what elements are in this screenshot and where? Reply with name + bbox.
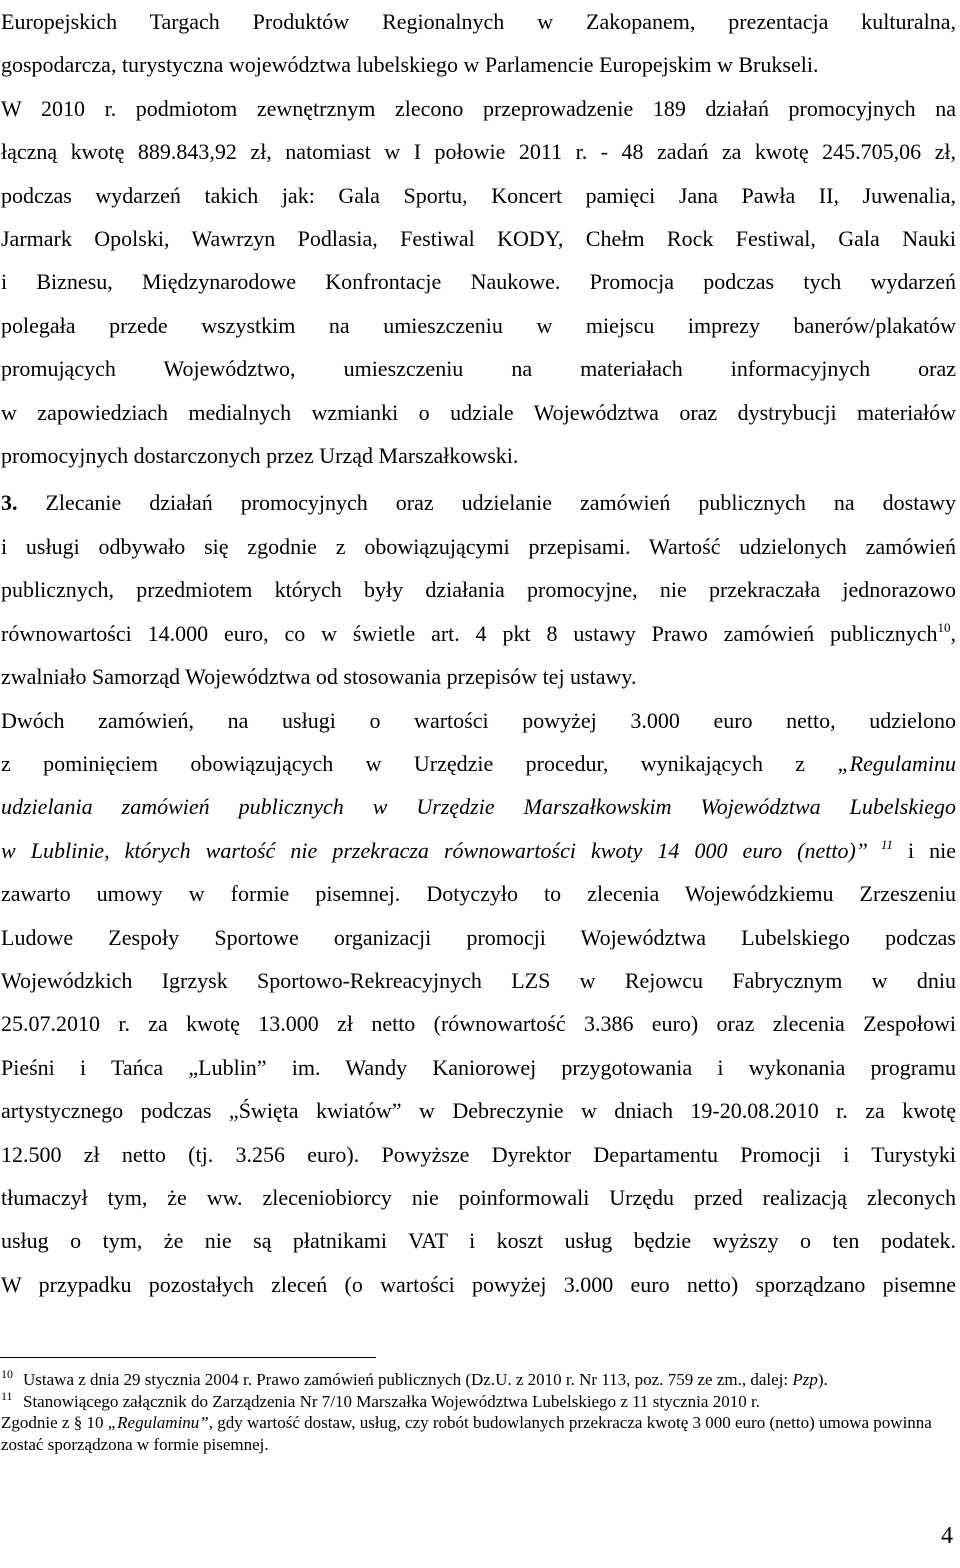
text-line: 12.500 zł netto (tj. 3.256 euro). Powyższe Dyrektor Departamentu Promocji i Turystyki xyxy=(1,1141,956,1167)
footnote-ref-11: 11 xyxy=(868,836,893,852)
text-line: zwalniało Samorząd Województwa od stosowania przepisów tej ustawy. xyxy=(1,664,637,690)
body-text xyxy=(1,0,956,1306)
page-number: 4 xyxy=(941,1523,953,1549)
text-line xyxy=(1,829,956,872)
text-fragment: i nie xyxy=(892,837,956,863)
text-line: w zapowiedziach medialnych wzmianki o udziale Województwa oraz dystrybucji materiałów xyxy=(1,399,956,425)
text-line: tłumaczył tym, że ww. zleceniobiorcy nie poinformowali Urzędu przed realizacją zleconych xyxy=(1,1184,956,1210)
text-line: polegała przede wszystkim na umieszczeniu w miejscu imprezy banerów/plakatów xyxy=(1,312,956,338)
footnote-10 xyxy=(1,1369,956,1391)
regulation-title: „Regulaminu xyxy=(837,750,956,776)
text-fragment: Zlecanie działań promocyjnych oraz udzielanie zamówień publicznych na dostawy xyxy=(17,490,956,516)
text-line xyxy=(1,481,956,524)
section-number: 3. xyxy=(1,490,18,516)
abbreviation: Pzp xyxy=(792,1370,818,1389)
text-line: artystycznego podczas „Święta kwiatów” w Debreczynie w dniach 19-20.08.2010 r. za kwotę xyxy=(1,1098,956,1124)
footnote-11 xyxy=(1,1388,956,1413)
text-line: promujących Województwo, umieszczeniu na materiałach informacyjnych oraz xyxy=(1,356,956,382)
text-line: Jarmark Opolski, Wawrzyn Podlasia, Festiwal KODY, Chełm Rock Festiwal, Gala Nauki xyxy=(1,226,956,252)
text-line xyxy=(1,742,956,785)
text-line: Dwóch zamówień, na usługi o wartości powyżej 3.000 euro netto, udzielono xyxy=(1,707,956,733)
text-fragment: Ustawa z dnia 29 stycznia 2004 r. Prawo zamówień publicznych (Dz.U. z 2010 r. Nr 113, poz. 759 ze zm., dalej: xyxy=(23,1370,793,1389)
text-line: i Biznesu, Międzynarodowe Konfrontacje Naukowe. Promocja podczas tych wydarzeń xyxy=(1,269,956,295)
footnote-separator xyxy=(0,1357,376,1358)
text-line: W 2010 r. podmiotom zewnętrznym zlecono przeprowadzenie 189 działań promocyjnych na xyxy=(1,95,956,121)
text-line: zawarto umowy w formie pisemnej. Dotyczyło to zlecenia Wojewódzkiemu Zrzeszeniu xyxy=(1,881,956,907)
footnote-number: 11 xyxy=(1,1388,13,1403)
text-line: Ludowe Zespoły Sportowe organizacji promocji Województwa Lubelskiego podczas xyxy=(1,924,956,950)
regulation-title: „Regulaminu” xyxy=(107,1413,209,1432)
text-fragment: równowartości 14.000 euro, co w świetle art. 4 pkt 8 ustawy Prawo zamówień publicznych xyxy=(1,620,938,646)
footnote-continuation xyxy=(1,1412,956,1455)
text-line: Wojewódzkich Igrzysk Sportowo-Rekreacyjnych LZS w Rejowcu Fabrycznym w dniu xyxy=(1,967,956,993)
text-line: gospodarcza, turystyczna województwa lubelskiego w Parlamencie Europejskim w Brukseli. xyxy=(1,52,819,78)
footnote-number: 10 xyxy=(1,1367,13,1381)
text-line: W przypadku pozostałych zleceń (o wartości powyżej 3.000 euro netto) sporządzano pisemne xyxy=(1,1271,956,1297)
text-line: Europejskich Targach Produktów Regionalnych w Zakopanem, prezentacja kulturalna, xyxy=(1,9,956,34)
paragraph-promotion-events xyxy=(1,0,956,477)
text-line: usług o tym, że nie są płatnikami VAT i koszt usług będzie wyższy o ten podatek. xyxy=(1,1228,956,1254)
text-line xyxy=(1,612,956,655)
text-line: udzielania zamówień publicznych w Urzędzie Marszałkowskim Województwa Lubelskiego xyxy=(1,794,956,820)
footnotes xyxy=(1,1369,956,1455)
text-line: publicznych, przedmiotem których były działania promocyjne, nie przekraczała jednorazowo xyxy=(1,577,956,603)
text-fragment: z pominięciem obowiązujących w Urzędzie procedur, wynikających z xyxy=(1,750,838,776)
footnote-text xyxy=(23,1369,956,1391)
text-fragment: Zgodnie z § 10 xyxy=(1,1413,108,1432)
footnote-ref-10: 10 xyxy=(937,619,951,635)
text-fragment: ). xyxy=(817,1370,828,1389)
text-fragment: , xyxy=(950,620,956,646)
regulation-title: w Lublinie, których wartość nie przekracza równowartości kwoty 14 000 euro (netto)” xyxy=(1,837,869,863)
text-line: 25.07.2010 r. za kwotę 13.000 zł netto (równowartość 3.386 euro) oraz zlecenia Zespołowi xyxy=(1,1011,956,1037)
text-line: Pieśni i Tańca „Lublin” im. Wandy Kaniorowej przygotowania i wykonania programu xyxy=(1,1054,956,1080)
text-fragment: , gdy wartość dostaw, usług, czy robót budowlanych przekracza kwotę 3 000 euro (netto) umowa powinna zostać sporządzona w formie pisemnej. xyxy=(1,1413,932,1454)
footnote-text: Stanowiącego załącznik do Zarządzenia Nr 7/10 Marszałka Województwa Lubelskiego z 11 stycznia 2010 r. xyxy=(23,1391,760,1411)
text-line: i usługi odbywało się zgodnie z obowiązującymi przepisami. Wartość udzielonych zamówień xyxy=(1,533,956,559)
text-line: łączną kwotę 889.843,92 zł, natomiast w I połowie 2011 r. - 48 zadań za kwotę 245.705,06 zł, xyxy=(1,139,956,165)
paragraph-section-3 xyxy=(1,481,956,698)
text-line: promocyjnych dostarczonych przez Urząd Marszałkowski. xyxy=(1,443,519,469)
paragraph-contracts xyxy=(1,699,956,1307)
text-line: podczas wydarzeń takich jak: Gala Sportu, Koncert pamięci Jana Pawła II, Juwenalia, xyxy=(1,182,956,208)
